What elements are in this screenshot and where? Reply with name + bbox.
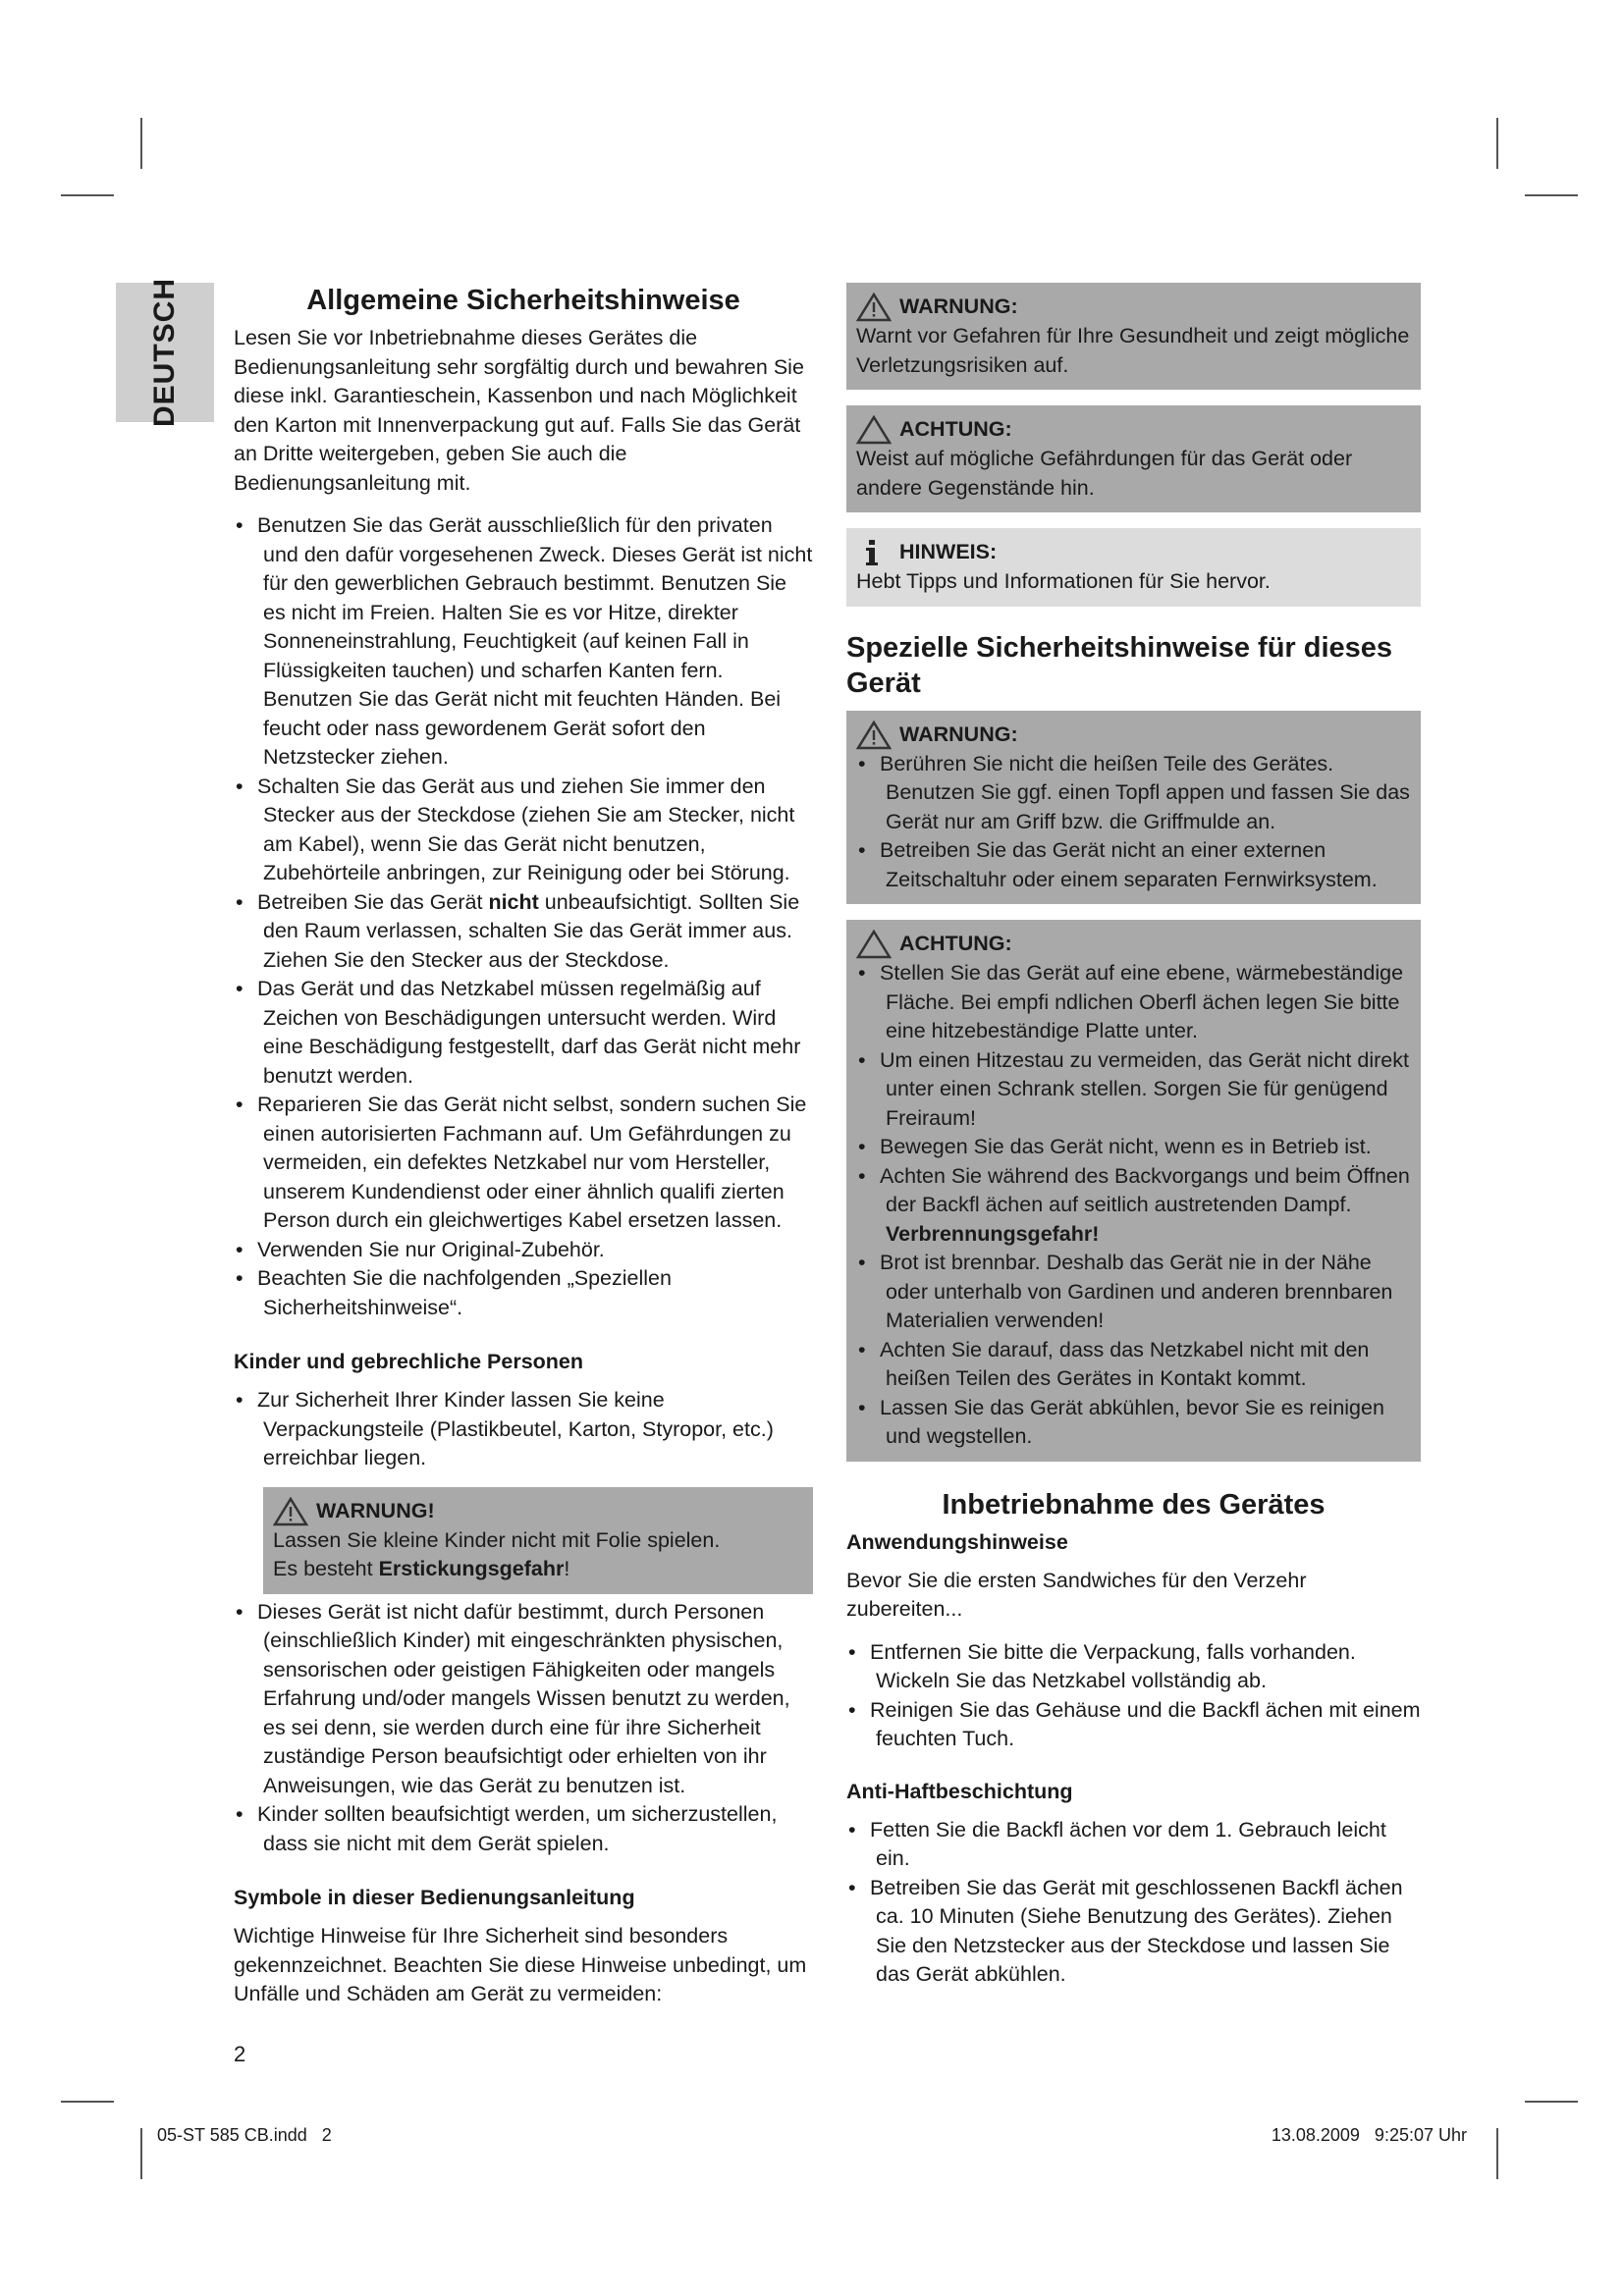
achtung-box (846, 405, 1421, 512)
crop-mark (140, 2128, 142, 2179)
list-item: • Brot ist brennbar. Deshalb das Gerät nie in der Nähe oder unterhalb von Gardinen und anderen brennbaren Materialien verwenden! (856, 1249, 1411, 1336)
section-title-special-safety: Spezielle Sicherheitshinweise für dieses Gerät (846, 631, 1393, 699)
warning-text: Es besteht (273, 1557, 379, 1580)
list-item (856, 1162, 1411, 1250)
kids-warning-title (273, 1497, 803, 1526)
list-item: • Achten Sie darauf, dass das Netzkabel nicht mit den heißen Teilen des Gerätes in Kontakt kommt. (856, 1336, 1411, 1394)
warnung-title (856, 293, 1411, 322)
list-item: • Dieses Gerät ist nicht dafür bestimmt, durch Personen (einschließlich Kinder) mit eingeschränkten physischen, sensorischen oder geistigen Fähigkeiten oder mangels Erfahrung und/oder mangels Wissen benutzt zu werden, es sei denn, sie werden durch eine für ihre Sicherheit zuständige Person beaufsichtigt oder erhielten von ihr Anweisungen, wie das Gerät zu benutzen ist. (234, 1598, 813, 1801)
crop-mark (1496, 118, 1498, 169)
footer-filename: 05-ST 585 CB.indd 2 (157, 2125, 332, 2145)
left-column (234, 283, 813, 2009)
list-item: • Lassen Sie das Gerät abkühlen, bevor Sie es reinigen und wegstellen. (856, 1394, 1411, 1452)
anwendung-heading: Anwendungshinweise (846, 1529, 1068, 1554)
anwendung-paragraph: Bevor Sie die ersten Sandwiches für den Verzehr zubereiten... (846, 1568, 1307, 1621)
crop-mark (61, 194, 114, 196)
hinweis-text: Hebt Tipps und Informationen für Sie hervor. (856, 569, 1271, 593)
warning-label: WARNUNG! (316, 1498, 435, 1522)
special-achtung-list (856, 959, 1411, 1452)
hinweis-box (846, 528, 1421, 607)
hinweis-label: HINWEIS: (899, 540, 998, 564)
caution-triangle-icon (856, 930, 892, 959)
kids-list-2 (234, 1598, 813, 1859)
list-item: • Kinder sollten beaufsichtigt werden, um sicherzustellen, dass sie nicht mit dem Gerät spielen. (234, 1800, 813, 1858)
special-warnung-list (856, 750, 1411, 895)
list-item: • Betreiben Sie das Gerät mit geschlossenen Backfl ächen ca. 10 Minuten (Siehe Benutzung des Gerätes). Ziehen Sie den Netzstecker aus der Steckdose und lassen Sie das Gerät abkühlen. (846, 1874, 1421, 1990)
warnung-text: Warnt vor Gefahren für Ihre Gesundheit und zeigt mögliche Verletzungsrisiken auf. (856, 324, 1410, 377)
section-title-commissioning: Inbetriebnahme des Gerätes (942, 1488, 1326, 1521)
list-item: • Verwenden Sie nur Original-Zubehör. (234, 1236, 813, 1265)
list-item-text: Achten Sie während des Backvorgangs und beim Öffnen der Backfl ächen auf seitlich austretenden Dampf. (880, 1163, 1410, 1216)
warning-bold: Erstickungsgefahr (378, 1557, 565, 1580)
anwendung-list (846, 1638, 1421, 1754)
kids-warning-box (263, 1487, 813, 1594)
general-safety-list (234, 511, 813, 1322)
warning-triangle-icon (856, 293, 892, 322)
list-item: • Schalten Sie das Gerät aus und ziehen Sie immer den Stecker aus der Steckdose (ziehen Sie am Stecker, nicht am Kabel), wenn Sie das Gerät nicht benutzen, Zubehörteile anbringen, zur Reinigung oder bei Störung. (234, 773, 813, 888)
list-item: • Bewegen Sie das Gerät nicht, wenn es in Betrieb ist. (856, 1133, 1411, 1162)
special-warnung-box (846, 711, 1421, 905)
symbols-paragraph: Wichtige Hinweise für Ihre Sicherheit sind besonders gekennzeichnet. Beachten Sie diese Hinweise unbedingt, um Unfälle und Schäden am Gerät zu vermeiden: (234, 1924, 807, 2005)
language-tab (116, 277, 214, 428)
list-item: • Beachten Sie die nachfolgenden „Speziellen Sicherheitshinweise“. (234, 1264, 813, 1322)
achtung-text: Weist auf mögliche Gefährdungen für das Gerät oder andere Gegenstände hin. (856, 447, 1353, 500)
right-column (846, 283, 1421, 1990)
hinweis-title (856, 538, 1411, 567)
list-item: • Berühren Sie nicht die heißen Teile des Gerätes. Benutzen Sie ggf. einen Topfl appen und fassen Sie das Gerät nur am Griff bzw. die Griffmulde an. (856, 750, 1411, 837)
warnung-box (846, 283, 1421, 390)
footer-timestamp: 13.08.2009 9:25:07 Uhr (1271, 2125, 1467, 2145)
kids-list (234, 1386, 813, 1473)
list-item-bold: nicht (488, 889, 539, 914)
special-warnung-title (856, 721, 1411, 750)
antihaft-heading: Anti-Haftbeschichtung (846, 1779, 1073, 1803)
crop-mark (140, 118, 142, 169)
warnung-label: WARNUNG: (899, 294, 1018, 319)
warning-line: Lassen Sie kleine Kinder nicht mit Folie spielen. (273, 1527, 721, 1552)
warning-triangle-icon (856, 721, 892, 750)
list-item-text: Betreiben Sie das Gerät (257, 889, 489, 914)
list-item: • Betreiben Sie das Gerät nicht an einer externen Zeitschaltuhr oder einem separaten Fernwirksystem. (856, 836, 1411, 894)
caution-triangle-icon (856, 415, 892, 445)
list-item: • Das Gerät und das Netzkabel müssen regelmäßig auf Zeichen von Beschädigungen untersucht werden. Wird eine Beschädigung festgestellt, darf das Gerät nicht mehr benutzt werden. (234, 975, 813, 1091)
page-number: 2 (234, 2042, 246, 2066)
list-item: • Um einen Hitzestau zu vermeiden, das Gerät nicht direkt unter einen Schrank stellen. Sorgen Sie für genügend Freiraum! (856, 1046, 1411, 1134)
list-item: • Entfernen Sie bitte die Verpackung, falls vorhanden. Wickeln Sie das Netzkabel vollständig ab. (846, 1638, 1421, 1696)
section-title-general-safety: Allgemeine Sicherheitshinweise (306, 285, 740, 316)
crop-mark (1525, 194, 1578, 196)
list-item: • Stellen Sie das Gerät auf eine ebene, wärmebeständige Fläche. Bei empfi ndlichen Oberfl ächen legen Sie bitte eine hitzebeständige Platte unter. (856, 959, 1411, 1046)
special-achtung-label: ACHTUNG: (899, 932, 1012, 956)
crop-mark (1525, 2101, 1578, 2103)
info-icon (856, 538, 892, 567)
list-item: • Reinigen Sie das Gehäuse und die Backfl ächen mit einem feuchten Tuch. (846, 1696, 1421, 1754)
list-item-bold: Verbrennungsgefahr! (886, 1221, 1100, 1246)
list-item-text: unbeaufsichtigt. Sollten Sie den Raum verlassen, schalten Sie das Gerät immer aus. Ziehen Sie den Stecker aus der Steckdose. (263, 889, 800, 972)
achtung-label: ACHTUNG: (899, 417, 1012, 442)
intro-paragraph: Lesen Sie vor Inbetriebnahme dieses Gerätes die Bedienungsanleitung sehr sorgfältig durch und bewahren Sie diese inkl. Garantieschein, Kassenbon und nach Möglichkeit den Karton mit Innenverpackung gut auf. Falls Sie das Gerät an Dritte weitergeben, geben Sie auch die Bedienungsanleitung mit. (234, 326, 804, 495)
special-warnung-label: WARNUNG: (899, 721, 1018, 746)
list-item: • Fetten Sie die Backfl ächen vor dem 1. Gebrauch leicht ein. (846, 1816, 1421, 1874)
list-item: • Benutzen Sie das Gerät ausschließlich für den privaten und den dafür vorgesehenen Zweck. Dieses Gerät ist nicht für den gewerblichen Gebrauch bestimmt. Benutzen Sie es nicht im Freien. Halten Sie es vor Hitze, direkter Sonneneinstrahlung, Feuchtigkeit (auf keinen Fall in Flüssigkeiten tauchen) und scharfen Kanten fern. Benutzen Sie das Gerät nicht mit feuchten Händen. Bei feucht oder nass gewordenem Gerät sofort den Netzstecker ziehen. (234, 511, 813, 773)
symbols-heading: Symbole in dieser Bedienungsanleitung (234, 1886, 635, 1909)
special-achtung-title (856, 930, 1411, 959)
list-item: • Reparieren Sie das Gerät nicht selbst, sondern suchen Sie einen autorisierten Fachmann auf. Um Gefährdungen zu vermeiden, ein defektes Netzkabel nur vom Hersteller, unserem Kundendienst oder einer ähnlich qualifi zierten Person durch ein gleichwertiges Kabel ersetzen lassen. (234, 1091, 813, 1236)
antihaft-list (846, 1816, 1421, 1990)
crop-mark (1496, 2128, 1498, 2179)
crop-mark (61, 2101, 114, 2103)
kids-heading: Kinder und gebrechliche Personen (234, 1350, 584, 1373)
warning-text: ! (564, 1557, 570, 1580)
achtung-title (856, 415, 1411, 445)
warning-line (273, 1555, 803, 1584)
list-item: • Zur Sicherheit Ihrer Kinder lassen Sie keine Verpackungsteile (Plastikbeutel, Karton, Styropor, etc.) erreichbar liegen. (234, 1386, 813, 1473)
warning-triangle-icon (273, 1497, 308, 1526)
language-tab-label: DEUTSCH (148, 277, 181, 428)
list-item (234, 888, 813, 976)
special-achtung-box (846, 920, 1421, 1462)
